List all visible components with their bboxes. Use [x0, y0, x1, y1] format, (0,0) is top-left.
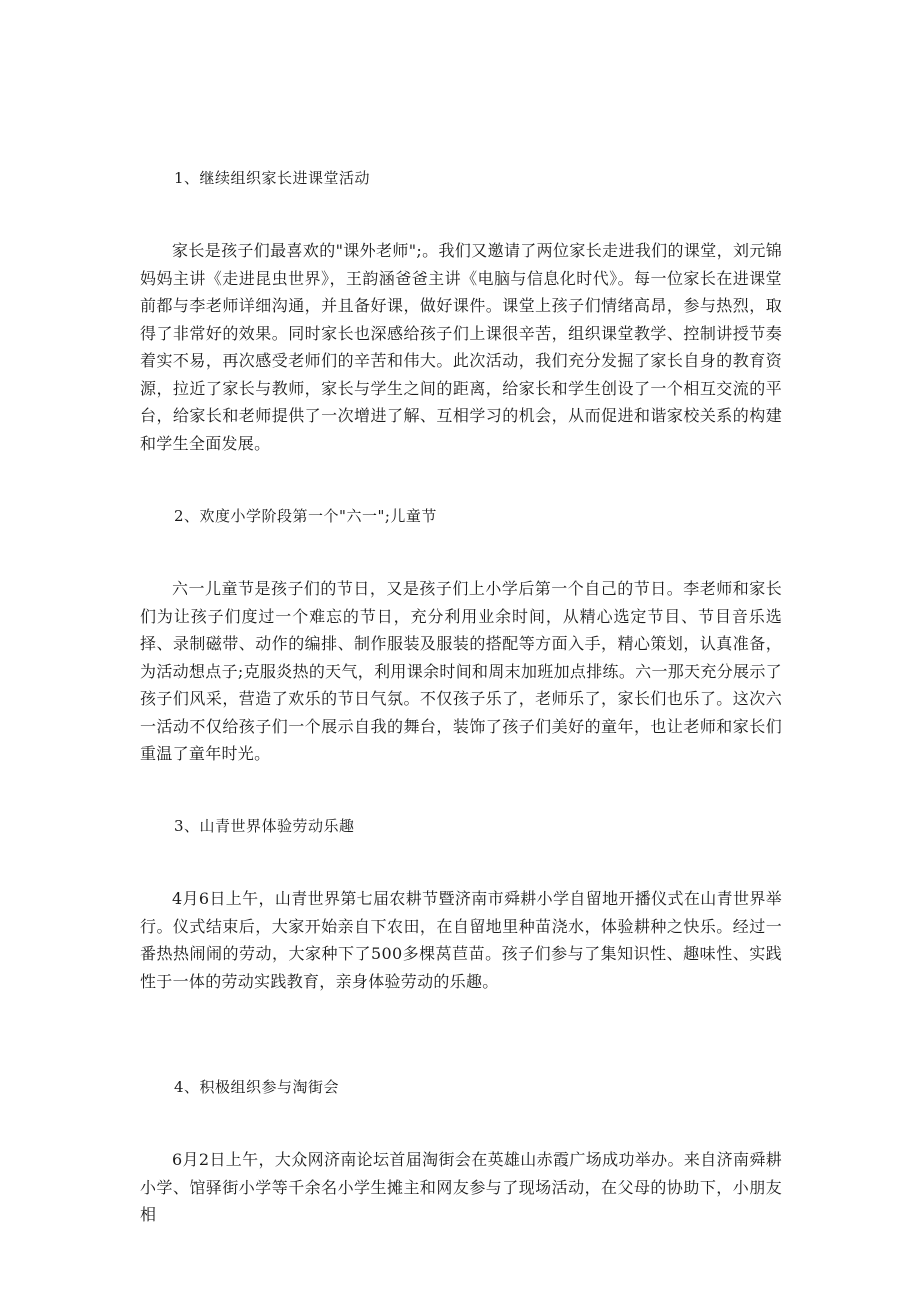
section-2-paragraph	[140, 575, 782, 768]
section-3-text: 4月6日上午，山青世界第七届农耕节暨济南市舜耕小学自留地开播仪式在山青世界举行。仪式结束后，大家开始亲自下农田，在自留地里种苗浇水，体验耕种之快乐。经过一番热热闹闹的劳动，大家种下了500多棵莴苣苗。孩子们参与了集知识性、趣味性、实践性于一体的劳动实践教育，亲身体验劳动的乐趣。	[140, 889, 782, 991]
section-4-text: 6月2日上午，大众网济南论坛首届淘街会在英雄山赤霞广场成功举办。来自济南舜耕小学、馆驿街小学等千余名小学生摊主和网友参与了现场活动，在父母的协助下，小朋友相	[140, 1150, 782, 1224]
section-4-paragraph	[140, 1146, 782, 1224]
section-3-heading: 3、山青世界体验劳动乐趣	[174, 817, 355, 835]
section-1-text: 家长是孩子们最喜欢的"课外老师";。我们又邀请了两位家长走进我们的课堂，刘元锦妈妈主讲《走进昆虫世界》，王韵涵爸爸主讲《电脑与信息化时代》。每一位家长在进课堂前都与李老师详细沟通，并且备好课，做好课件。课堂上孩子们情绪高昂，参与热烈，取得了非常好的效果。同时家长也深感给孩子们上课很辛苦，组织课堂教学、控制讲授节奏着实不易，再次感受老师们的辛苦和伟大。此次活动，我们充分发掘了家长自身的教育资源，拉近了家长与教师，家长与学生之间的距离，给家长和学生创设了一个相互交流的平台，给家长和老师提供了一次增进了解、互相学习的机会，从而促进和谐家校关系的构建和学生全面发展。	[140, 241, 782, 453]
section-4-heading: 4、积极组织参与淘街会	[174, 1078, 340, 1096]
section-2-heading: 2、欢度小学阶段第一个"六一";儿童节	[174, 507, 437, 525]
section-1-paragraph	[140, 237, 782, 457]
section-1-heading: 1、继续组织家长进课堂活动	[174, 169, 371, 187]
section-3-paragraph	[140, 885, 782, 995]
section-2-text: 六一儿童节是孩子们的节日，又是孩子们上小学后第一个自己的节日。李老师和家长们为让孩子们度过一个难忘的节日，充分利用业余时间，从精心选定节目、节目音乐选择、录制磁带、动作的编排、制作服装及服装的搭配等方面入手，精心策划，认真准备，为活动想点子;克服炎热的天气，利用课余时间和周末加班加点排练。六一那天充分展示了孩子们风采，营造了欢乐的节日气氛。不仅孩子乐了，老师乐了，家长们也乐了。这次六一活动不仅给孩子们一个展示自我的舞台，装饰了孩子们美好的童年，也让老师和家长们重温了童年时光。	[140, 579, 782, 763]
